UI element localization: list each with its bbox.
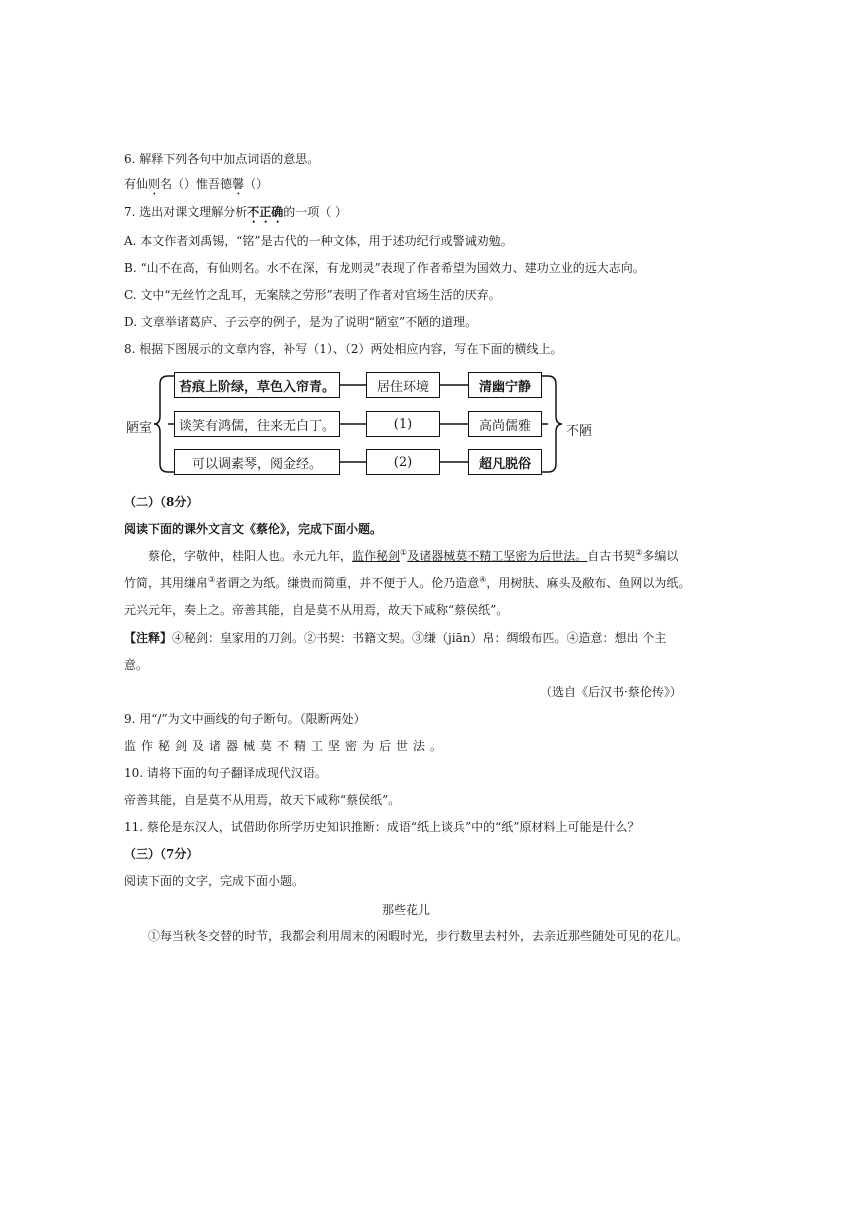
section2-notes (124, 630, 666, 646)
diagram-content-3: 可以调素琴，阅金经。 (174, 449, 340, 475)
q6-s1-pre: 有仙 (124, 177, 149, 191)
diagram-right-label: 不陋 (566, 424, 593, 439)
q6-s2-dot-word: 馨 (232, 177, 245, 191)
q10-sentence: 帝善其能，自是莫不从用焉，故天下咸称“蔡侯纸”。 (124, 793, 401, 807)
note-marker-1: ① (400, 548, 408, 557)
q10-stem: 10. 请将下面的句子翻译成现代汉语。 (124, 766, 327, 780)
section2-paragraph-line3: 元兴元年，奏上之。帝善其能，自是莫不从用焉，故天下咸称“蔡侯纸”。 (124, 603, 509, 617)
p1-mid: 自古书契 (587, 549, 636, 563)
q9-sentence: 监作秘剑及诸器械莫不精工坚密为后世法。 (124, 739, 448, 753)
section3-instruction: 阅读下面的文字，完成下面小题。 (124, 874, 305, 888)
q7-option-c: C. 文中“无丝竹之乱耳，无案牍之劳形”表明了作者对官场生活的厌弃。 (124, 288, 501, 302)
structure-diagram (126, 366, 606, 482)
q7-option-b: B. “山不在高，有仙则名。水不在深，有龙则灵”表现了作者希望为国效力、建功立业的远大志向。 (124, 261, 645, 275)
p2-pre: 竹简，其用缣帛 (124, 576, 209, 590)
p1-underlined-b: 及诸器械莫不精工坚密为后世法。 (407, 549, 588, 563)
diagram-aspect-1: 居住环境 (366, 372, 440, 398)
section3-title: 那些花儿 (382, 903, 431, 917)
p1-pre: 蔡伦，字敬仲，桂阳人也。永元九年， (148, 549, 353, 563)
section2-source: （选自《后汉书·蔡伦传》） (540, 685, 682, 699)
q7-stem-emphasis: 不正确 (247, 205, 284, 219)
section3-heading: （三）（7分） (124, 847, 199, 861)
diagram-quality-2: 高尚儒雅 (468, 411, 542, 437)
q6-sentences (124, 176, 268, 198)
diagram-aspect-3: (2) (366, 449, 440, 475)
diagram-quality-3: 超凡脱俗 (468, 449, 542, 475)
section2-notes-cont: 意。 (124, 658, 149, 672)
notes-text: ④秘剑：皇家用的刀剑。②书契：书籍文契。③缣（jiān）帛：绸缎布匹。④造意：想出 个主 (172, 631, 667, 645)
note-marker-2: ② (635, 548, 643, 557)
notes-label: 【注释】 (124, 631, 173, 645)
p2-end: ，用树肤、麻头及敝布、鱼网以为纸。 (486, 576, 691, 590)
section2-instruction: 阅读下面的课外文言文《蔡伦》，完成下面小题。 (124, 522, 383, 536)
q6-s1-dot-word: 则 (148, 177, 161, 191)
section3-paragraph-1: ①每当秋冬交替的时节，我都会利用周末的闲暇时光，步行数里去村外，去亲近那些随处可见的花儿。 (148, 929, 689, 943)
diagram-content-2: 谈笑有鸿儒，往来无白丁。 (174, 411, 340, 437)
diagram-left-label: 陋室 (126, 421, 153, 436)
q6-s1-post: 名（） (160, 177, 197, 191)
q7-option-a: A. 本文作者刘禹锡，“铭”是古代的一种文体，用于述功纪行或警诫劝勉。 (124, 234, 513, 248)
q8-stem: 8. 根据下图展示的文章内容，补写（1）、（2）两处相应内容，写在下面的横线上。 (124, 342, 563, 356)
note-marker-4: ④ (479, 575, 487, 584)
q11-stem: 11. 蔡伦是东汉人，试借助你所学历史知识推断：成语“纸上谈兵”中的“纸”原材料上可能是什么？ (124, 820, 640, 834)
section2-paragraph-line2 (124, 575, 690, 591)
q6-s2-pre: 惟吾德 (196, 177, 233, 191)
section2-heading: （二）（8分） (124, 495, 199, 509)
p1-end: 多编以 (642, 549, 679, 563)
section2-paragraph-line1 (148, 548, 678, 564)
diagram-quality-1: 清幽宁静 (468, 372, 542, 398)
q7-stem (124, 204, 347, 226)
q7-stem-post: 的一项（ ） (283, 205, 348, 219)
q6-stem: 6. 解释下列各句中加点词语的意思。 (124, 152, 320, 166)
p2-post: 者谓之为纸。缣贵而简重，并不便于人。伦乃造意 (215, 576, 480, 590)
q7-option-d: D. 文章举诸葛庐、子云亭的例子，是为了说明“陋室”不陋的道理。 (124, 315, 478, 329)
p1-underlined-a: 监作秘剑 (352, 549, 401, 563)
diagram-content-1: 苔痕上阶绿，草色入帘青。 (174, 372, 340, 398)
q9-stem: 9. 用“/”为文中画线的句子断句。（限断两处） (124, 712, 366, 726)
diagram-aspect-2: (1) (366, 411, 440, 437)
q7-stem-pre: 7. 选出对课文理解分析 (124, 205, 248, 219)
q6-s2-post: （） (244, 177, 269, 191)
note-marker-3: ③ (208, 575, 216, 584)
